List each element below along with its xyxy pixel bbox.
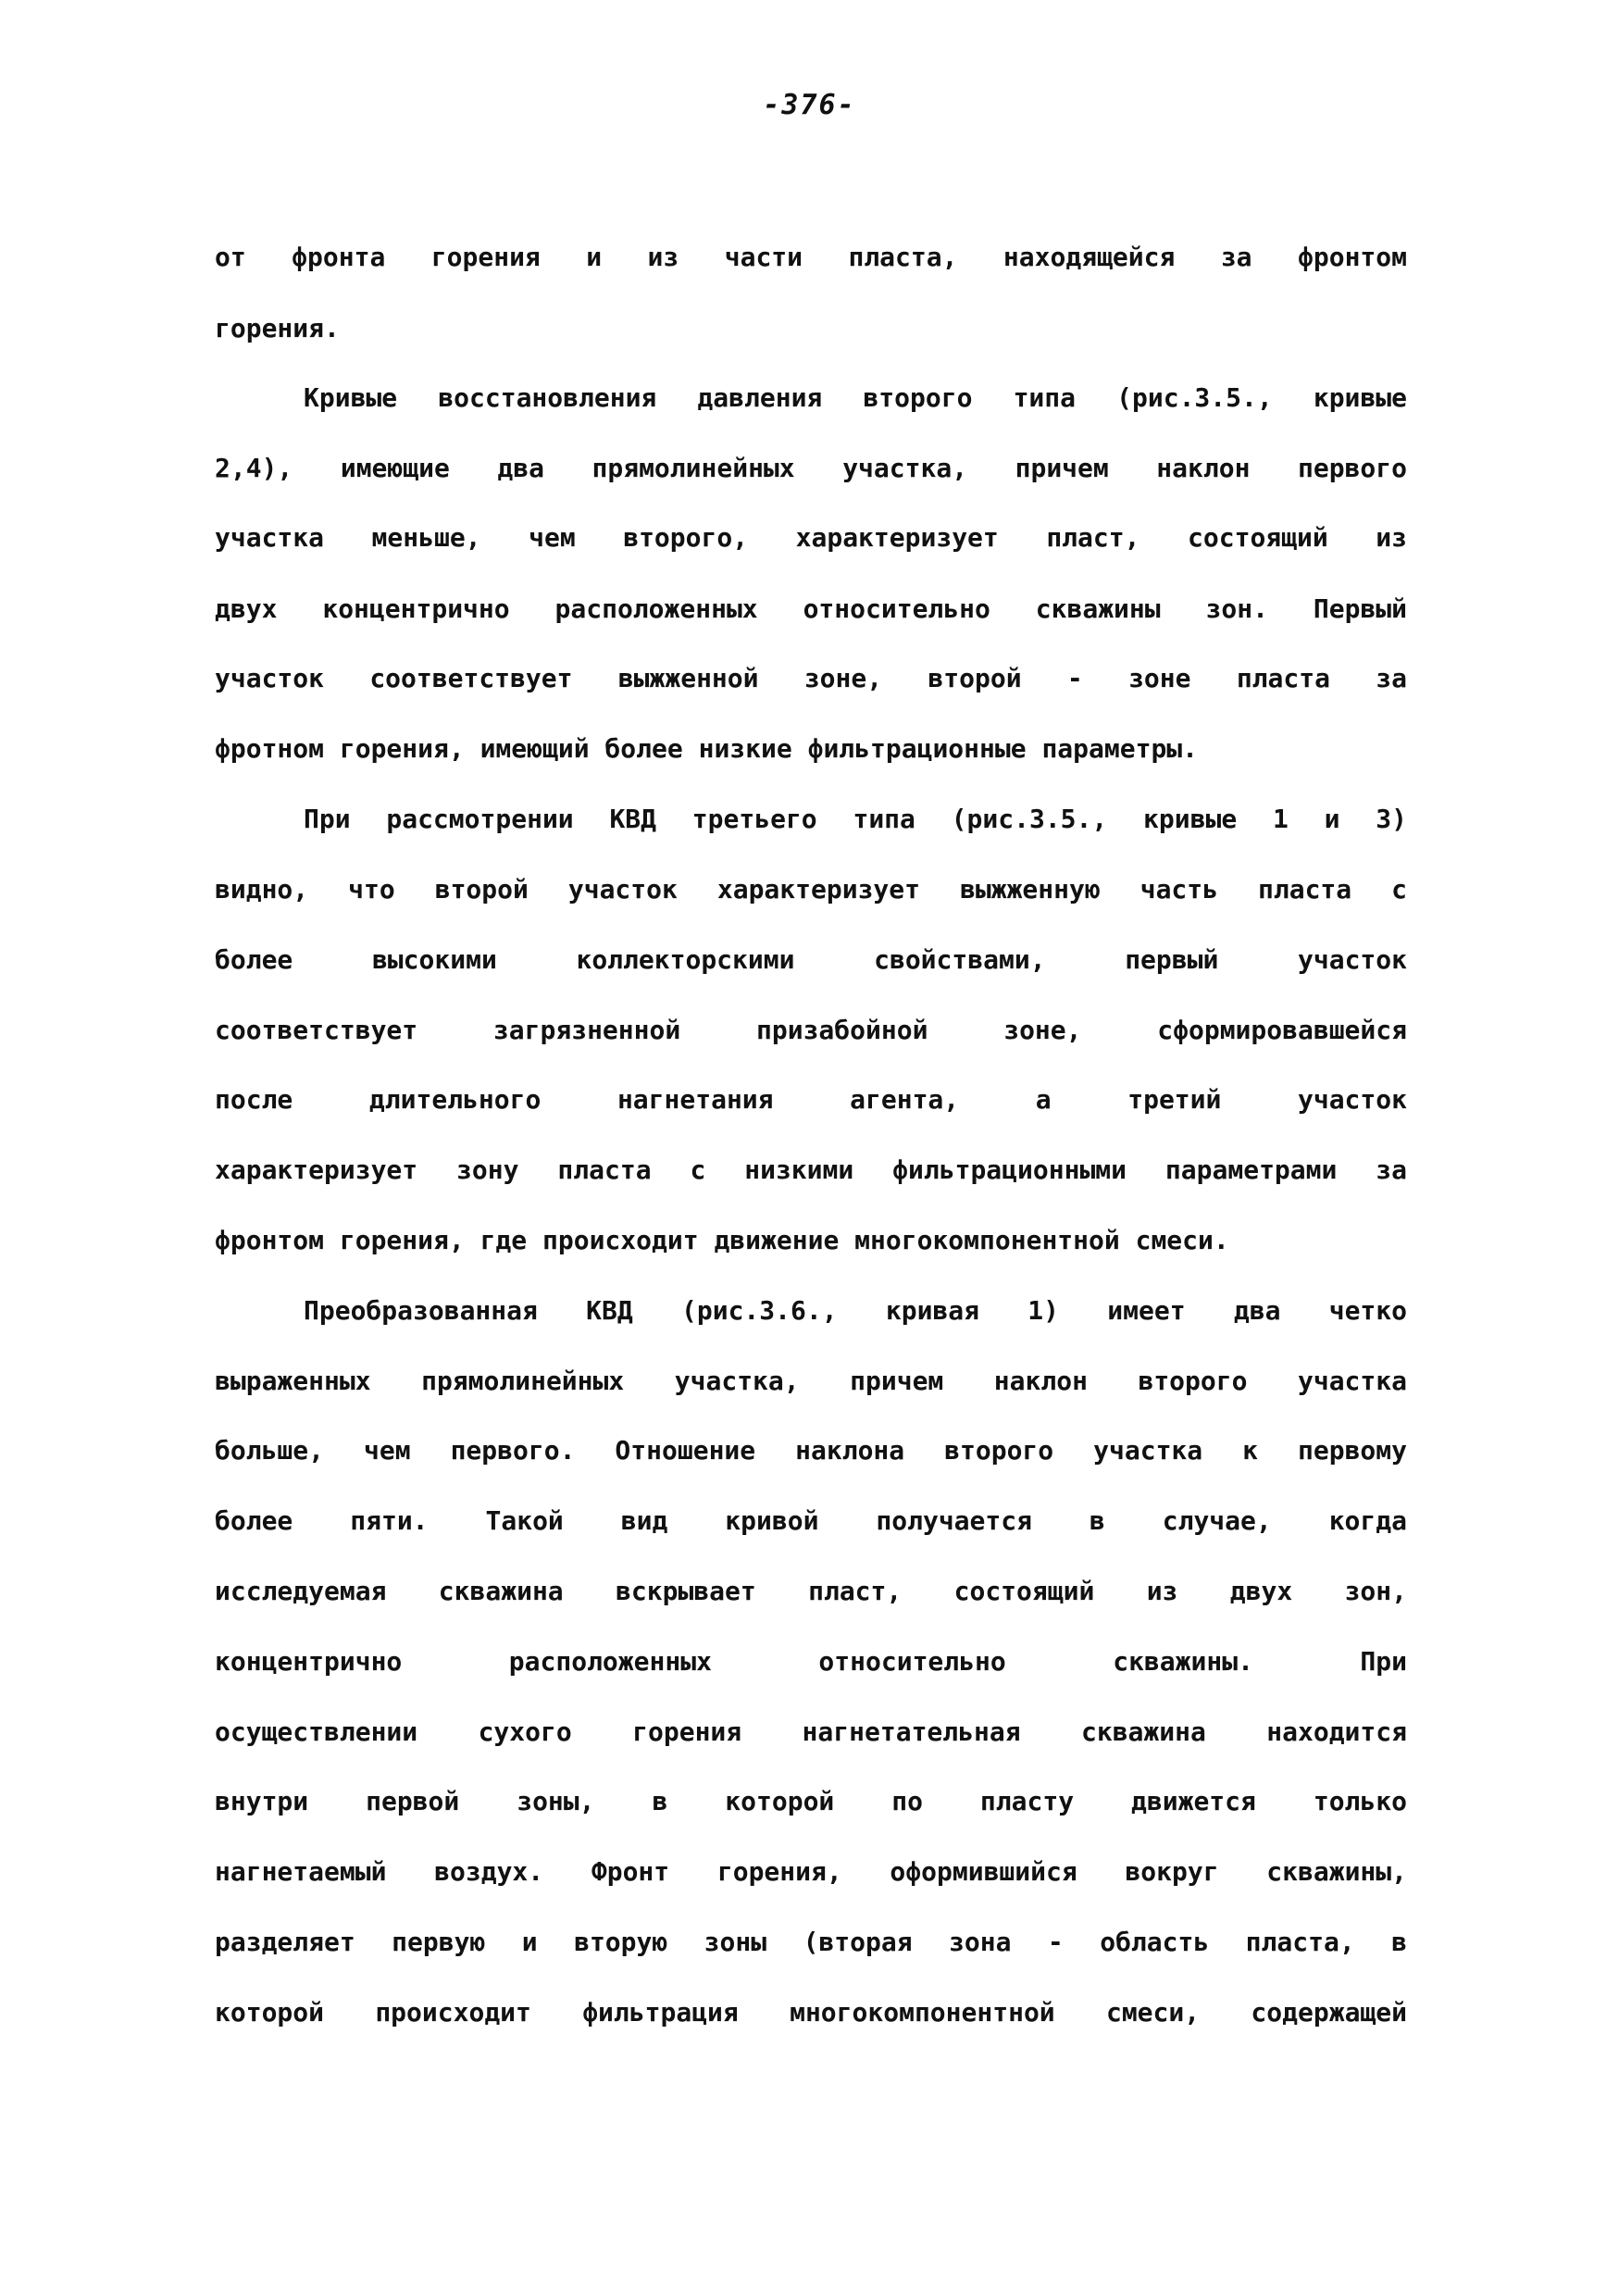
text-line: Кривые восстановления давления второго типа (рис.3.5., кривые xyxy=(304,382,1407,413)
text-line: Преобразованная КВД (рис.3.6., кривая 1) имеет два четко xyxy=(304,1295,1407,1326)
text-line: более высокими коллекторскими свойствами, первый участок xyxy=(215,944,1407,975)
text-line: горения. xyxy=(215,313,340,343)
text-line: более пяти. Такой вид кривой получается в случае, когда xyxy=(215,1505,1407,1536)
text-line: которой происходит фильтрация многокомпонентной смеси, содержащей xyxy=(215,1997,1407,2028)
text-line: фротном горения, имеющий более низкие фильтрационные параметры. xyxy=(215,733,1199,764)
text-line: исследуемая скважина вскрывает пласт, состоящий из двух зон, xyxy=(215,1576,1407,1606)
text-line: видно, что второй участок характеризует выжженную часть пласта с xyxy=(215,874,1407,905)
text-line: участка меньше, чем второго, характеризует пласт, состоящий из xyxy=(215,522,1407,553)
text-line: 2,4), имеющие два прямолинейных участка, причем наклон первого xyxy=(215,453,1407,483)
text-line: соответствует загрязненной призабойной зоне, сформировавшейся xyxy=(215,1015,1407,1045)
text-line: концентрично расположенных относительно скважины. При xyxy=(215,1646,1407,1677)
text-line: нагнетаемый воздух. Фронт горения, оформившийся вокруг скважины, xyxy=(215,1856,1407,1887)
text-line: больше, чем первого. Отношение наклона второго участка к первому xyxy=(215,1435,1407,1466)
text-line: фронтом горения, где происходит движение многокомпонентной смеси. xyxy=(215,1225,1229,1255)
text-line: При рассмотрении КВД третьего типа (рис.3.5., кривые 1 и 3) xyxy=(304,804,1407,834)
text-line: от фронта горения и из части пласта, находящейся за фронтом xyxy=(215,242,1407,272)
text-line: участок соответствует выжженной зоне, второй - зоне пласта за xyxy=(215,663,1407,693)
text-line: осуществлении сухого горения нагнетательная скважина находится xyxy=(215,1716,1407,1747)
text-line: характеризует зону пласта с низкими фильтрационными параметрами за xyxy=(215,1154,1407,1185)
text-line: двух концентрично расположенных относительно скважины зон. Первый xyxy=(215,593,1407,624)
text-line: выраженных прямолинейных участка, причем наклон второго участка xyxy=(215,1366,1407,1396)
text-line: внутри первой зоны, в которой по пласту движется только xyxy=(215,1786,1407,1816)
page-number: -376- xyxy=(763,89,856,121)
text-line: разделяет первую и вторую зоны (вторая зона - область пласта, в xyxy=(215,1927,1407,1957)
text-line: после длительного нагнетания агента, а третий участок xyxy=(215,1084,1407,1115)
